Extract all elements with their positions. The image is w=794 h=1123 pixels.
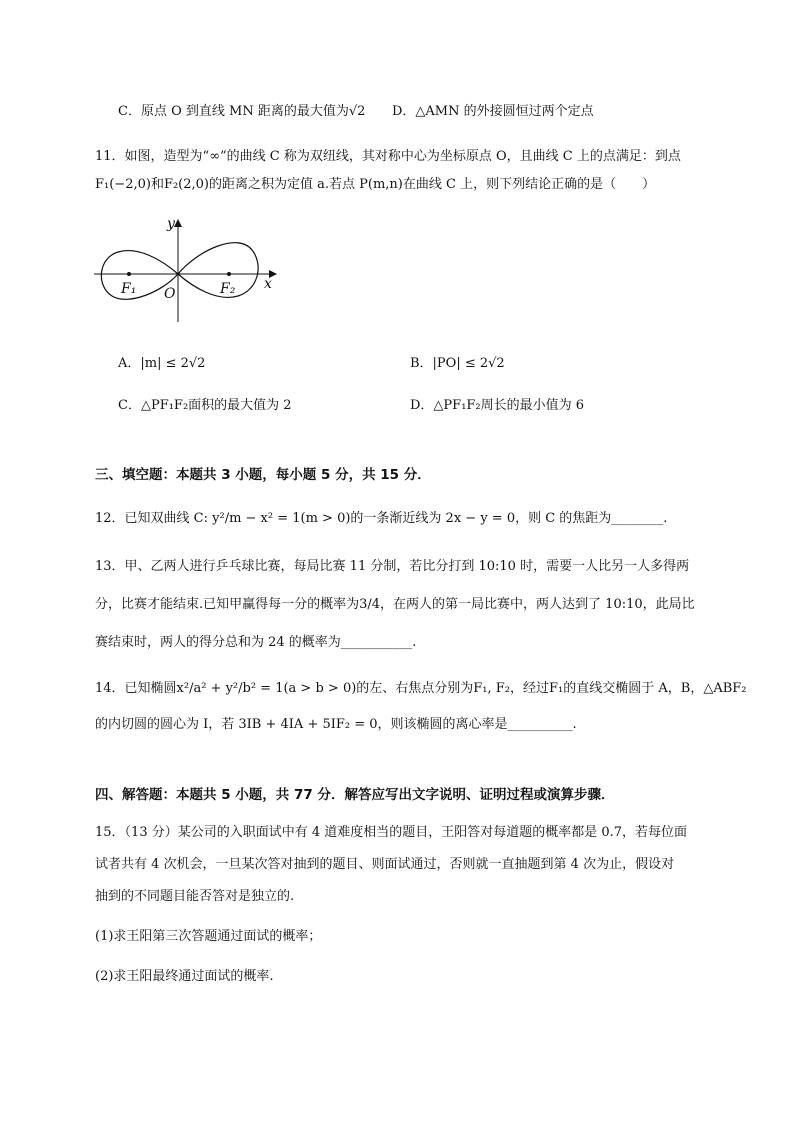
q15-part1: (1)求王阳第三次答题通过面试的概率； <box>95 929 322 944</box>
y-label: y <box>167 216 175 232</box>
q15-line1: 15．（13 分）某公司的入职面试中有 4 道难度相当的题目，王阳答对每道题的概率都是 0.7，若每位面 <box>95 825 688 840</box>
q12-text: 12．已知双曲线 C: y²/m − x² = 1(m > 0)的一条渐近线为 2x − y = 0，则 C 的焦距为________. <box>95 511 668 526</box>
f1-point <box>127 272 131 276</box>
lemniscate-figure <box>88 210 288 330</box>
q14-line2: 的内切圆的圆心为 I，若 3IB + 4IA + 5IF₂ = 0，则该椭圆的离心率是__________. <box>95 717 577 732</box>
section3-heading: 三、填空题：本题共 3 小题，每小题 5 分，共 15 分． <box>95 467 431 483</box>
q13-line3: 赛结束时，两人的得分总和为 24 的概率为___________. <box>95 635 417 650</box>
q10-option-c <box>118 103 365 121</box>
origin-label: O <box>164 286 176 302</box>
q11-option-a: A．|m| ≤ 2√2 <box>118 356 206 371</box>
q13-line2: 分，比赛才能结束.已知甲赢得每一分的概率为3/4，在两人的第一局比赛中，两人达到了 10:10，此局比 <box>95 597 695 612</box>
q11-option-d: D．△PF₁F₂周长的最小值为 6 <box>410 398 585 413</box>
q11-option-c: C．△PF₁F₂面积的最大值为 2 <box>118 398 292 413</box>
q11-option-b: B．|PO| ≤ 2√2 <box>410 356 505 371</box>
f2-label: F₂ <box>220 281 236 297</box>
f2-point <box>227 272 231 276</box>
q10-option-c-text: C．原点 O 到直线 MN 距离的最大值为√2 <box>118 104 366 119</box>
q11-stem-line2: F₁(−2,0)和F₂(2,0)的距离之积为定值 a.若点 P(m,n)在曲线 C 上，则下列结论正确的是（ ） <box>95 177 656 192</box>
q15-line3: 抽到的不同题目能否答对是独立的. <box>95 889 295 904</box>
x-label: x <box>264 276 272 292</box>
q11-stem-line1: 11．如图，造型为“∞”的曲线 C 称为双纽线，其对称中心为坐标原点 O，且曲线 C 上的点满足：到点 <box>95 149 681 164</box>
q15-part2: (2)求王阳最终通过面试的概率. <box>95 969 274 984</box>
q10-option-d-text: D．△AMN 的外接圆恒过两个定点 <box>392 104 594 119</box>
q14-line1: 14．已知椭圆x²/a² + y²/b² = 1(a > b > 0)的左、右焦点分别为F₁, F₂，经过F₁的直线交椭圆于 A，B，△ABF₂ <box>95 681 747 696</box>
q10-option-d <box>392 103 594 121</box>
section4-heading: 四、解答题：本题共 5 小题，共 77 分．解答应写出文字说明、证明过程或演算步骤． <box>95 787 615 803</box>
q13-line1: 13．甲、乙两人进行乒乓球比赛，每局比赛 11 分制，若比分打到 10:10 时，需要一人比另一人多得两 <box>95 559 690 574</box>
q15-line2: 试者共有 4 次机会，一旦某次答对抽到的题目、则面试通过，否则就一直抽题到第 4 次为止，假设对 <box>95 857 675 872</box>
f1-label: F₁ <box>121 281 137 297</box>
